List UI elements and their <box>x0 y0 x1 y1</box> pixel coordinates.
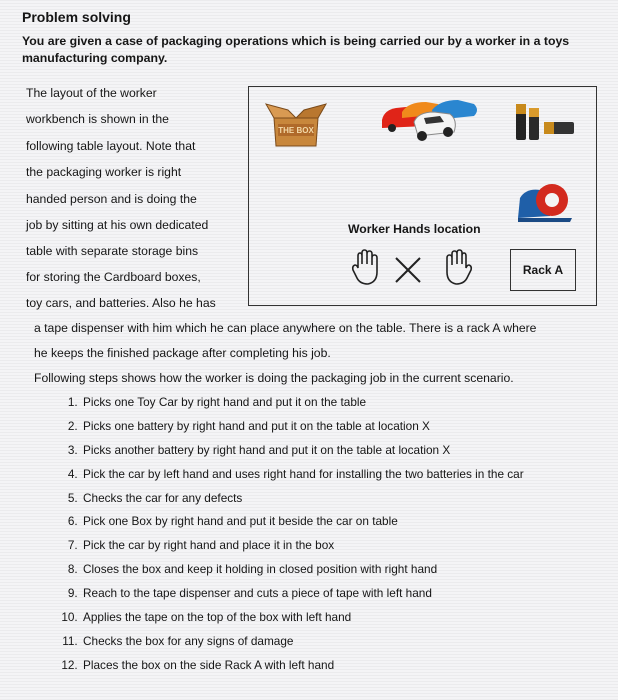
step-item: 11. Checks the box for any signs of damage <box>81 633 618 657</box>
location-x-mark-icon <box>394 256 422 284</box>
box-label: THE BOX <box>278 126 314 135</box>
side-text-line: handed person and is doing the <box>26 192 197 206</box>
step-item: 6. Pick one Box by right hand and put it beside the car on table <box>81 513 618 537</box>
step-item: 5. Checks the car for any defects <box>81 490 618 514</box>
toy-cars-icon <box>378 96 480 150</box>
rack-a-label: Rack A <box>522 263 564 277</box>
side-text-line: the packaging worker is right <box>26 165 182 179</box>
worker-hands-label: Worker Hands location <box>348 222 481 236</box>
step-item: 8. Closes the box and keep it holding in closed position with right hand <box>81 561 618 585</box>
step-item: 2. Picks one battery by right hand and put it on the table at location X <box>81 418 618 442</box>
side-text-line: The layout of the worker <box>26 86 157 100</box>
step-item: 9. Reach to the tape dispenser and cuts a piece of tape with left hand <box>81 585 618 609</box>
batteries-icon <box>514 100 576 144</box>
step-item: 4. Pick the car by left hand and uses right hand for installing the two batteries in the car <box>81 466 618 490</box>
paragraph-line: Following steps shows how the worker is doing the packaging job in the current scenario. <box>34 371 514 385</box>
step-item: 1. Picks one Toy Car by right hand and put it on the table <box>81 394 618 418</box>
side-text-line: job by sitting at his own dedicated <box>26 218 209 232</box>
side-text-line: workbench is shown in the <box>26 112 169 126</box>
tape-dispenser-icon <box>516 180 572 222</box>
side-text-line: for storing the Cardboard boxes, <box>26 270 201 284</box>
left-hand-icon <box>352 250 382 286</box>
paragraph-line: a tape dispenser with him which he can place anywhere on the table. There is a rack A where <box>34 321 537 335</box>
rack-a-box <box>510 249 576 291</box>
side-text-line: table with separate storage bins <box>26 244 199 258</box>
page-heading: Problem solving <box>22 9 131 25</box>
right-hand-icon <box>442 250 472 286</box>
step-item: 7. Pick the car by right hand and place it in the box <box>81 537 618 561</box>
paragraph-line: he keeps the finished package after completing his job. <box>34 346 331 360</box>
steps-list <box>58 394 618 681</box>
side-text-line: toy cars, and batteries. Also he has <box>26 296 216 310</box>
cardboard-box-icon <box>266 100 326 150</box>
step-item: 10. Applies the tape on the top of the box with left hand <box>81 609 618 633</box>
step-item: 3. Picks another battery by right hand and put it on the table at location X <box>81 442 618 466</box>
side-text-line: following table layout. Note that <box>26 139 196 153</box>
intro-text: You are given a case of packaging operations which is being carried our by a worker in a toys manufacturing company. <box>22 34 570 65</box>
step-item: 12. Places the box on the side Rack A with left hand <box>81 657 618 681</box>
